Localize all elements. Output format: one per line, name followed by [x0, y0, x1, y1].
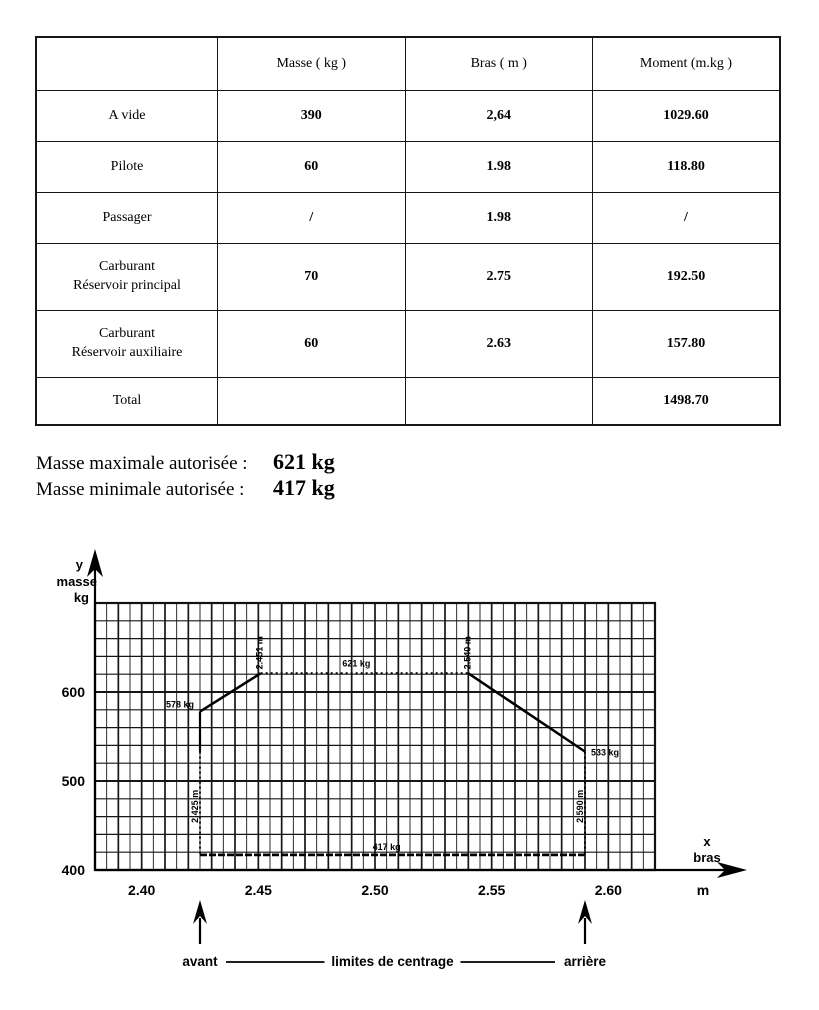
table-row: [36, 91, 780, 142]
chart-axes: [87, 549, 747, 878]
cell-moment: 157.80: [593, 311, 781, 378]
cell-moment: 1498.70: [593, 378, 781, 426]
header-bras: Bras ( m ): [405, 37, 592, 91]
cell-masse: 60: [218, 142, 405, 193]
row-label: Carburant Réservoir auxiliaire: [36, 311, 218, 378]
cell-bras: 1.98: [405, 142, 592, 193]
table-row: [36, 244, 780, 311]
cell-masse: 390: [218, 91, 405, 142]
chart-annotation: 2.451 m: [254, 636, 265, 670]
svg-text:500: 500: [61, 773, 85, 789]
svg-text:x: x: [703, 834, 711, 849]
cell-masse: /: [218, 193, 405, 244]
cell-bras: 1.98: [405, 193, 592, 244]
max-mass-line: [36, 449, 335, 475]
cell-moment: /: [593, 193, 781, 244]
cell-moment: 1029.60: [593, 91, 781, 142]
chart-annotations: [166, 636, 619, 852]
table-row: [36, 193, 780, 244]
cell-bras: 2.75: [405, 244, 592, 311]
max-mass-label: Masse maximale autorisée :: [36, 453, 248, 474]
cg-envelope-chart: [40, 548, 780, 988]
chart-annotation: 533 kg: [591, 747, 620, 758]
weight-balance-table: [35, 36, 781, 426]
table-row: [36, 378, 780, 426]
header-empty-cell: [36, 37, 218, 91]
min-mass-line: [36, 475, 335, 501]
svg-text:400: 400: [61, 862, 85, 878]
row-label: Pilote: [36, 142, 218, 193]
svg-text:bras: bras: [693, 850, 721, 865]
svg-text:avant: avant: [182, 954, 218, 969]
cell-masse: [218, 378, 405, 426]
svg-text:2.40: 2.40: [128, 882, 156, 898]
row-label: A vide: [36, 91, 218, 142]
chart-footer: [182, 900, 606, 969]
chart-grid: [95, 603, 655, 870]
svg-text:m: m: [696, 882, 710, 898]
table-header-row: [36, 37, 780, 91]
cell-bras: 2,64: [405, 91, 592, 142]
header-masse: Masse ( kg ): [218, 37, 405, 91]
svg-text:2.45: 2.45: [244, 882, 272, 898]
svg-text:2.50: 2.50: [361, 882, 389, 898]
header-moment: Moment (m.kg ): [593, 37, 781, 91]
cell-masse: 70: [218, 244, 405, 311]
chart-annotation: 417 kg: [372, 841, 401, 852]
svg-text:arrière: arrière: [563, 954, 607, 969]
row-label: Total: [36, 378, 218, 426]
row-label: Carburant Réservoir principal: [36, 244, 218, 311]
svg-text:600: 600: [61, 684, 85, 700]
chart-annotation: 621 kg: [342, 658, 371, 669]
table-row: [36, 142, 780, 193]
min-mass-value: 417 kg: [273, 475, 335, 500]
cell-moment: 192.50: [593, 244, 781, 311]
chart-annotation: 2.540 m: [462, 636, 473, 670]
svg-text:2.60: 2.60: [594, 882, 622, 898]
cell-bras: [405, 378, 592, 426]
chart-annotation: 578 kg: [165, 699, 194, 710]
svg-text:limites de centrage: limites de centrage: [331, 954, 454, 969]
svg-text:masse: masse: [56, 574, 97, 589]
cell-bras: 2.63: [405, 311, 592, 378]
svg-text:kg: kg: [73, 590, 89, 605]
table-row: [36, 311, 780, 378]
svg-text:2.55: 2.55: [478, 882, 506, 898]
max-mass-value: 621 kg: [273, 449, 335, 474]
chart-annotation: 2.590 m: [575, 789, 585, 823]
cell-moment: 118.80: [593, 142, 781, 193]
svg-text:y: y: [75, 557, 83, 572]
mass-limits-block: [36, 449, 335, 501]
cell-masse: 60: [218, 311, 405, 378]
chart-annotation: 2.425 m: [190, 789, 200, 823]
min-mass-label: Masse minimale autorisée :: [36, 479, 245, 500]
row-label: Passager: [36, 193, 218, 244]
